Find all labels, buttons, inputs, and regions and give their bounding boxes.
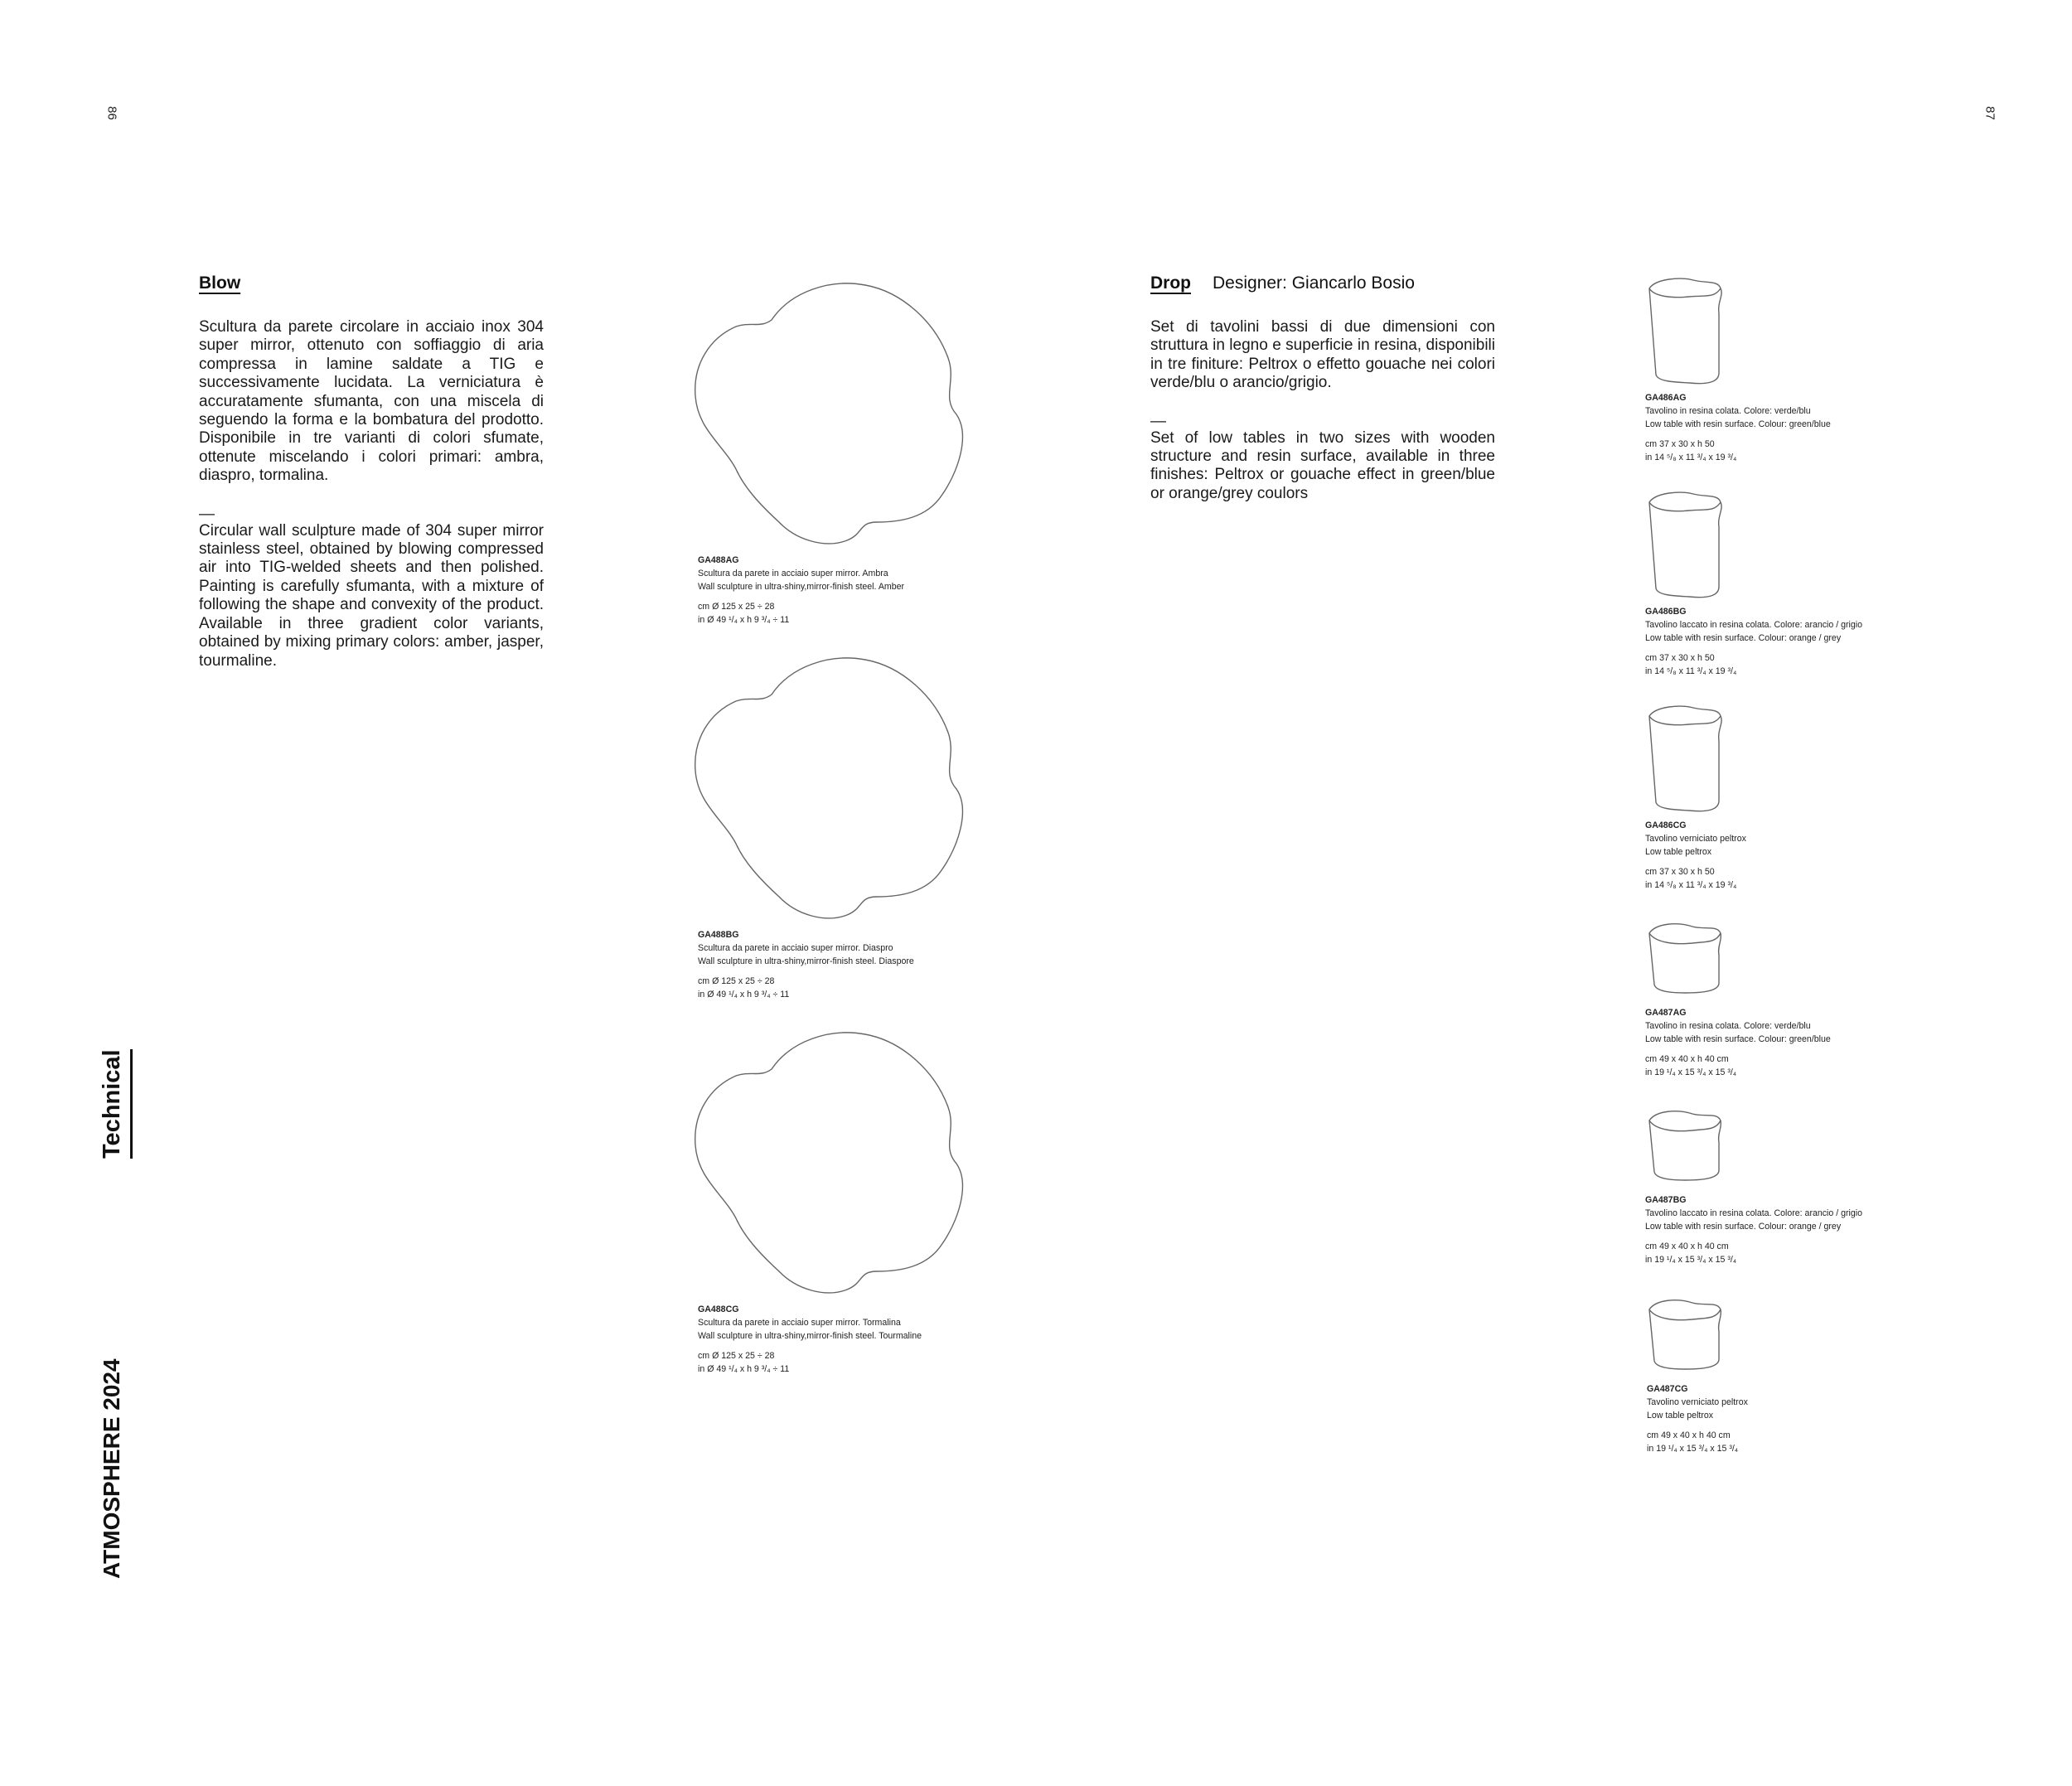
drop-dash: — xyxy=(1150,412,1166,430)
item-code: GA488AG xyxy=(698,555,739,565)
item-desc-it: Tavolino verniciato peltrox xyxy=(1645,834,1746,844)
item-desc-it: Tavolino laccato in resina colata. Colore: arancio / grigio xyxy=(1645,1208,1863,1218)
item-desc-it: Tavolino in resina colata. Colore: verde/blu xyxy=(1645,1021,1811,1031)
item-dim-cm: cm Ø 125 x 25 ÷ 28 xyxy=(698,1351,775,1361)
item-dim-cm: cm 49 x 40 x h 40 cm xyxy=(1645,1241,1729,1251)
drop-item-ga486bg xyxy=(1645,605,1862,678)
item-dim-in: in 14 ⁵/₈ x 11 ³/₄ x 19 ³/₄ xyxy=(1645,666,1737,676)
item-code: GA487CG xyxy=(1647,1384,1688,1394)
catalog-title: ATMOSPHERE 2024 xyxy=(99,1358,124,1579)
item-desc-it: Scultura da parete in acciaio super mirror. Ambra xyxy=(698,569,888,578)
side-label-technical: Technical xyxy=(99,1159,132,1266)
item-dim-in: in 19 ¹/₄ x 15 ³/₄ x 15 ³/₄ xyxy=(1647,1444,1739,1454)
blow-drawing-diaspro xyxy=(693,648,966,922)
drop-desc-en: Set of low tables in two sizes with wooden structure and resin surface, available in three finishes: Peltrox or gouache effect in green/blue or orange/grey coulors xyxy=(1150,428,1495,502)
page-number-right: 87 xyxy=(1982,106,1997,120)
item-dim-in: in 19 ¹/₄ x 15 ³/₄ x 15 ³/₄ xyxy=(1645,1067,1737,1077)
blow-drawing-ambra xyxy=(693,273,966,547)
item-dim-in: in 14 ⁵/₈ x 11 ³/₄ x 19 ³/₄ xyxy=(1645,453,1737,462)
drop-desc-it: Set di tavolini bassi di due dimensioni con struttura in legno e superficie in resina, disponibili in tre finiture: Peltrox o effetto gouache nei colori verde/blu o arancio/grigio. xyxy=(1150,318,1495,392)
blow-item-ga488bg xyxy=(698,928,914,1001)
drop-drawing-ga486ag xyxy=(1648,277,1722,385)
blow-desc-it: Scultura da parete circolare in acciaio inox 304 super mirror, ottenuto con soffiaggio di aria compressa in lamine saldate a TIG e successivamente lucidata. La verniciatura è accuratamente sfumanta, con una miscela di seguendo la forma e la bombatura del prodotto. Disponibile in tre varianti di colori sfumate, ottenute miscelando i colori primari: ambra, diaspro, tormalina. xyxy=(199,318,544,485)
item-dim-cm: cm 49 x 40 x h 40 cm xyxy=(1647,1430,1731,1440)
item-desc-en: Low table with resin surface. Colour: green/blue xyxy=(1645,419,1831,429)
item-dim-in: in Ø 49 ¹/₄ x h 9 ³/₄ ÷ 11 xyxy=(698,1364,790,1374)
drop-title: Drop xyxy=(1150,273,1191,293)
item-desc-en: Low table peltrox xyxy=(1645,847,1712,857)
item-code: GA486AG xyxy=(1645,393,1687,403)
blow-dash: — xyxy=(199,505,215,523)
blow-drawing-tormalina xyxy=(693,1023,966,1296)
item-code: GA488CG xyxy=(698,1304,739,1314)
drop-drawing-ga487cg xyxy=(1648,1296,1722,1371)
item-code: GA487BG xyxy=(1645,1195,1687,1205)
item-desc-it: Tavolino laccato in resina colata. Colore: arancio / grigio xyxy=(1645,620,1863,630)
item-dim-cm: cm Ø 125 x 25 ÷ 28 xyxy=(698,976,775,986)
drop-item-ga486ag xyxy=(1645,391,1831,464)
blow-desc-en: Circular wall sculpture made of 304 super mirror stainless steel, obtained by blowing compressed air into TIG-welded sheets and then polished. Painting is carefully sfumanta, with a mixture of following the shape and convexity of the product. Available in three gradient color variants, obtained by mixing primary colors: amber, jasper, tourmaline. xyxy=(199,521,544,670)
blow-item-ga488ag xyxy=(698,554,904,627)
blow-title: Blow xyxy=(199,273,241,293)
drop-item-ga486cg xyxy=(1645,819,1746,892)
item-desc-en: Low table peltrox xyxy=(1647,1411,1714,1421)
drop-description xyxy=(1150,318,1495,503)
drop-drawing-ga486bg xyxy=(1648,491,1722,598)
item-desc-it: Tavolino in resina colata. Colore: verde/blu xyxy=(1645,406,1811,416)
item-desc-en: Wall sculpture in ultra-shiny,mirror-finish steel. Tourmaline xyxy=(698,1331,922,1341)
item-dim-cm: cm 49 x 40 x h 40 cm xyxy=(1645,1054,1729,1064)
item-code: GA486BG xyxy=(1645,607,1687,617)
item-desc-en: Wall sculpture in ultra-shiny,mirror-finish steel. Amber xyxy=(698,582,905,592)
item-desc-it: Scultura da parete in acciaio super mirror. Tormalina xyxy=(698,1318,901,1328)
blow-header xyxy=(199,273,240,293)
item-desc-en: Wall sculpture in ultra-shiny,mirror-finish steel. Diaspore xyxy=(698,956,914,966)
item-code: GA487AG xyxy=(1645,1008,1687,1018)
item-desc-en: Low table with resin surface. Colour: green/blue xyxy=(1645,1034,1831,1044)
drop-item-ga487cg xyxy=(1647,1382,1748,1455)
item-dim-in: in Ø 49 ¹/₄ x h 9 ³/₄ ÷ 11 xyxy=(698,990,790,999)
item-desc-en: Low table with resin surface. Colour: orange / grey xyxy=(1645,633,1842,643)
item-dim-in: in 19 ¹/₄ x 15 ³/₄ x 15 ³/₄ xyxy=(1645,1255,1737,1265)
item-dim-cm: cm 37 x 30 x h 50 xyxy=(1645,439,1715,449)
item-desc-en: Low table with resin surface. Colour: orange / grey xyxy=(1645,1222,1842,1232)
blow-item-ga488cg xyxy=(698,1303,922,1376)
blow-description xyxy=(199,318,544,670)
drop-designer: Designer: Giancarlo Bosio xyxy=(1213,273,1415,293)
item-desc-it: Tavolino verniciato peltrox xyxy=(1647,1397,1748,1407)
drop-drawing-ga487ag xyxy=(1648,920,1722,995)
item-code: GA488BG xyxy=(698,930,739,940)
drop-item-ga487ag xyxy=(1645,1006,1831,1079)
drop-item-ga487bg xyxy=(1645,1193,1862,1266)
item-desc-it: Scultura da parete in acciaio super mirror. Diaspro xyxy=(698,943,893,953)
drop-drawing-ga487bg xyxy=(1648,1107,1722,1182)
item-dim-in: in Ø 49 ¹/₄ x h 9 ³/₄ ÷ 11 xyxy=(698,615,790,625)
page-number-left: 86 xyxy=(104,106,119,120)
item-dim-cm: cm 37 x 30 x h 50 xyxy=(1645,653,1715,663)
drop-header xyxy=(1150,273,1415,293)
drop-drawing-ga486cg xyxy=(1648,704,1722,812)
item-dim-cm: cm Ø 125 x 25 ÷ 28 xyxy=(698,602,775,612)
item-dim-in: in 14 ⁵/₈ x 11 ³/₄ x 19 ³/₄ xyxy=(1645,880,1737,890)
item-dim-cm: cm 37 x 30 x h 50 xyxy=(1645,867,1715,877)
item-code: GA486CG xyxy=(1645,820,1687,830)
